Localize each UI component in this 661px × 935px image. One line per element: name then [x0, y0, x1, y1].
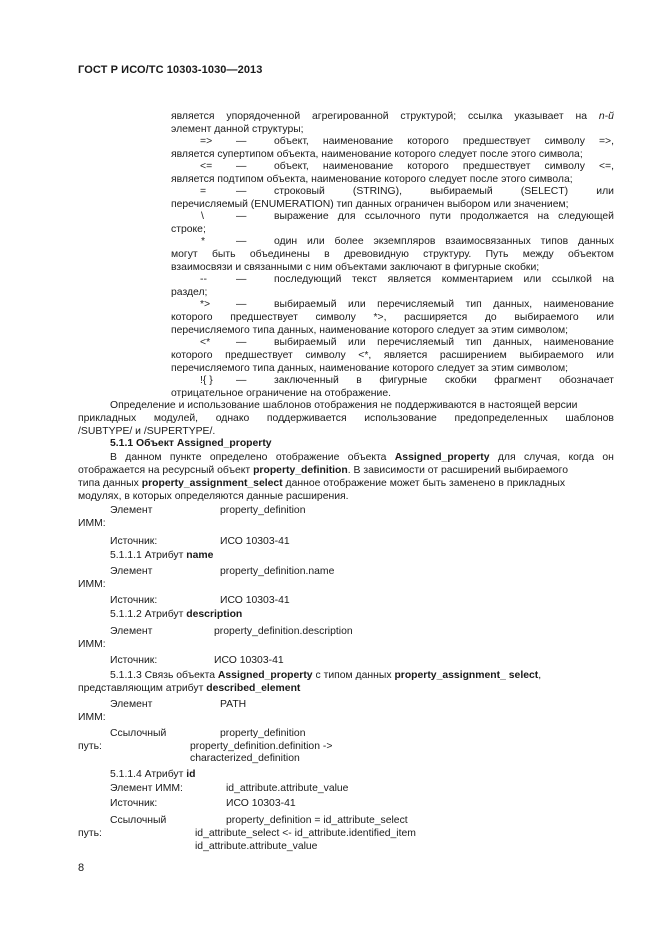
text-line: является супертипом объекта, наименование которого следует после этого символа;: [171, 149, 583, 160]
dash: —: [236, 186, 247, 197]
dash: —: [236, 161, 247, 172]
text-line: элемент данной структуры;: [171, 124, 304, 135]
imm-label: ИММ:: [78, 579, 106, 590]
text-line: выражение для ссылочного пути продолжается на следующей: [274, 211, 614, 222]
text-line: /SUBTYPE/ и /SUPERTYPE/.: [78, 426, 216, 437]
text-line: строке;: [171, 224, 206, 235]
imm-label: ИММ:: [78, 518, 106, 529]
text-line: объект, наименование которого предшествует символу =>,: [274, 136, 614, 147]
symbol: =: [200, 186, 207, 197]
element-label: Элемент: [110, 566, 153, 577]
element-value: property_definition: [220, 505, 306, 516]
text-line: отображается на ресурсный объект property_definition. В зависимости от расширений выбираемого: [78, 465, 569, 476]
source-label: Источник:: [110, 655, 158, 666]
element-value: id_attribute.attribute_value: [226, 783, 349, 794]
ref-path-value: property_definition.definition ->: [190, 741, 333, 752]
text-line: прикладных модулей, однако поддерживается использование предопределенных шаблонов: [78, 413, 614, 424]
ref-path-value: id_attribute.attribute_value: [195, 841, 318, 852]
symbol: --: [200, 274, 207, 285]
text-line: модулях, в которых определяются данные расширения.: [78, 491, 349, 502]
symbol: *: [201, 236, 206, 247]
element-label: Элемент ИММ:: [110, 783, 183, 794]
text-line: заключенный в фигурные скобки фрагмент обозначает: [274, 375, 614, 386]
text-line: могут быть объединены в древовидную структуру. Путь между объектом: [171, 249, 614, 260]
subsection-heading: 5.1.1.4 Атрибут id: [110, 769, 196, 780]
source-value: ИСО 10303-41: [226, 798, 296, 809]
dash: —: [236, 236, 247, 247]
text-line: строковый (STRING), выбираемый (SELECT) или: [274, 186, 614, 197]
text-line: Определение и использование шаблонов отображения не поддерживаются в настоящей версии: [110, 400, 578, 411]
section-heading: 5.1.1 Объект Assigned_property: [110, 438, 272, 449]
ref-path-value: id_attribute_select <- id_attribute.identified_item: [195, 828, 416, 839]
ref-path-label: Ссылочный: [110, 728, 167, 739]
text-line: которого предшествует символу *>, расширяется до выбираемого или: [171, 312, 614, 323]
text-line: выбираемый или перечисляемый тип данных, наименование: [274, 299, 614, 310]
symbol: *>: [200, 299, 211, 310]
subsection-heading: 5.1.1.2 Атрибут description: [110, 609, 243, 620]
text-line: отрицательное ограничение на отображение.: [171, 388, 392, 399]
source-label: Источник:: [110, 536, 158, 547]
path-label: путь:: [78, 828, 102, 839]
path-label: путь:: [78, 741, 102, 752]
text-line: является подтипом объекта, наименование которого следует после этого символа;: [171, 174, 573, 185]
text-line: перечисляемого типа данных, наименование которого следует за этим символом;: [171, 325, 569, 336]
source-value: ИСО 10303-41: [214, 655, 284, 666]
text-line: объект, наименование которого предшествует символу <=,: [274, 161, 614, 172]
symbol: !{ }: [200, 375, 213, 386]
subsection-heading: 5.1.1.3 Связь объекта Assigned_property с типом данных property_assignment_ select,: [110, 670, 542, 681]
text-line: раздел;: [171, 287, 208, 298]
ref-path-value: property_definition: [220, 728, 306, 739]
text-line: типа данных property_assignment_select данное отображение может быть заменено в прикладных: [78, 478, 566, 489]
text-line: перечисляемый (ENUMERATION) тип данных ограничен выбором или значением;: [171, 199, 569, 210]
dash: —: [236, 337, 247, 348]
symbol: <*: [200, 337, 211, 348]
source-label: Источник:: [110, 798, 158, 809]
text-line: перечисляемого типа данных, наименование которого следует за этим символом;: [171, 363, 569, 374]
symbol: \: [201, 211, 204, 222]
dash: —: [236, 274, 247, 285]
page-number: 8: [78, 862, 85, 874]
element-value: property_definition.description: [214, 626, 353, 637]
symbol: =>: [200, 136, 213, 147]
imm-label: ИММ:: [78, 712, 106, 723]
element-value: property_definition.name: [220, 566, 335, 577]
subsection-heading-cont: представляющим атрибут described_element: [78, 683, 301, 694]
ref-path-value: property_definition = id_attribute_select: [226, 815, 408, 826]
text-line: является упорядоченной агрегированной структурой; ссылка указывает на n-й: [171, 111, 614, 122]
element-label: Элемент: [110, 505, 153, 516]
text-line: один или более экземпляров взаимосвязанных типов данных: [274, 236, 614, 247]
source-value: ИСО 10303-41: [220, 536, 290, 547]
text-line: взаимосвязи и связанными с ним объектами заключают в фигурные скобки;: [171, 262, 540, 273]
ref-path-label: Ссылочный: [110, 815, 167, 826]
text-line: которого предшествует символу <*, является расширением выбираемого или: [171, 350, 614, 361]
text-line: выбираемый или перечисляемый тип данных, наименование: [274, 337, 614, 348]
imm-label: ИММ:: [78, 639, 106, 650]
text-line: В данном пункте определено отображение объекта Assigned_property для случая, когда он: [110, 452, 614, 463]
dash: —: [236, 299, 247, 310]
element-label: Элемент: [110, 626, 153, 637]
dash: —: [236, 211, 247, 222]
element-value: PATH: [220, 699, 247, 710]
source-value: ИСО 10303-41: [220, 595, 290, 606]
ref-path-value: characterized_definition: [190, 753, 300, 764]
subsection-heading: 5.1.1.1 Атрибут name: [110, 550, 214, 561]
element-label: Элемент: [110, 699, 153, 710]
dash: —: [236, 136, 247, 147]
text-line: последующий текст является комментарием или ссылкой на: [274, 274, 614, 285]
symbol: <=: [200, 161, 213, 172]
document-header: ГОСТ Р ИСО/ТС 10303-1030—2013: [78, 64, 263, 76]
source-label: Источник:: [110, 595, 158, 606]
dash: —: [236, 375, 247, 386]
